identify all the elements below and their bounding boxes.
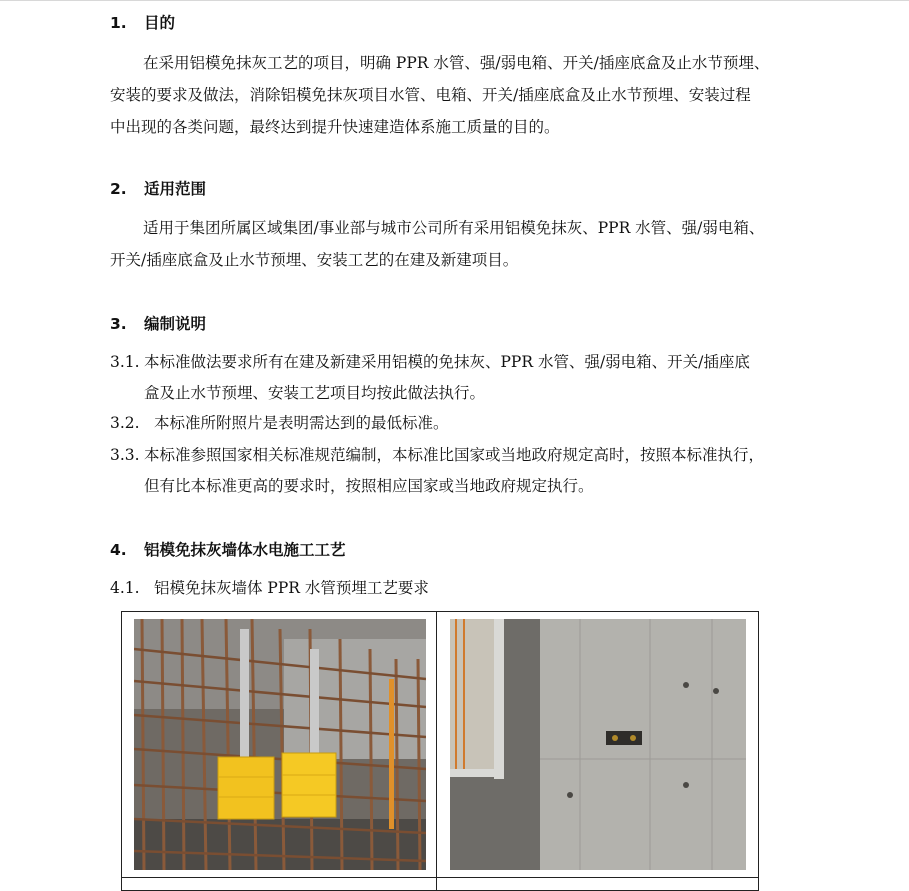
section-1-line-3: 中出现的各类问题，最终达到提升快速建造体系施工质量的目的。 — [110, 118, 560, 136]
item-4-1 — [110, 572, 429, 604]
item-number: 3.2. — [110, 414, 140, 432]
table-divider — [436, 612, 437, 890]
item-number: 4.1. — [110, 579, 140, 597]
item-text: 本标准所附照片是表明需达到的最低标准。 — [154, 414, 449, 432]
concrete-wall-image — [450, 619, 746, 870]
item-text: 铝模免抹灰墙体 PPR 水管预埋工艺要求 — [154, 579, 429, 597]
section-title: 铝模免抹灰墙体水电施工工艺 — [144, 541, 346, 559]
item-3-3 — [110, 439, 764, 471]
photo-table — [121, 611, 759, 891]
table-row-line — [122, 877, 758, 878]
section-title: 适用范围 — [144, 180, 207, 198]
section-1-line-1: 在采用铝模免抹灰工艺的项目，明确 PPR 水管、强/弱电箱、开关/插座底盒及止水节预埋、 — [143, 54, 770, 72]
section-2-line-1: 适用于集团所属区域集团/事业部与城市公司所有采用铝模免抹灰、PPR 水管、强/弱电箱、 — [143, 219, 765, 237]
item-number: 3.1. — [110, 353, 140, 371]
section-title: 编制说明 — [144, 315, 207, 333]
item-3-2 — [110, 407, 449, 439]
photo-concrete-wall — [450, 619, 746, 870]
section-2-line-2: 开关/插座底盒及止水节预埋、安装工艺的在建及新建项目。 — [110, 251, 519, 269]
section-number: 1. — [110, 14, 127, 32]
section-title: 目的 — [144, 14, 176, 32]
rebar-cage-image — [134, 619, 426, 870]
item-text: 本标准参照国家相关标准规范编制，本标准比国家或当地政府规定高时，按照本标准执行， — [144, 446, 765, 464]
section-1-line-2: 安装的要求及做法，消除铝模免抹灰项目水管、电箱、开关/插座底盒及止水节预埋、安装过程 — [110, 86, 751, 104]
section-4-heading — [110, 538, 346, 560]
item-3-3-line-2: 但有比本标准更高的要求时，按照相应国家或当地政府规定执行。 — [144, 477, 594, 495]
item-3-1 — [110, 346, 750, 378]
item-3-1-line-2: 盒及止水节预埋、安装工艺项目均按此做法执行。 — [144, 384, 486, 402]
section-number: 3. — [110, 315, 127, 333]
section-1-heading — [110, 11, 175, 33]
section-number: 4. — [110, 541, 127, 559]
section-2-heading — [110, 177, 206, 199]
photo-rebar-cage — [134, 619, 426, 870]
section-number: 2. — [110, 180, 127, 198]
page-top-rule — [0, 0, 909, 1]
item-text: 本标准做法要求所有在建及新建采用铝模的免抹灰、PPR 水管、强/弱电箱、开关/插座底 — [144, 353, 750, 371]
item-number: 3.3. — [110, 446, 140, 464]
section-3-heading — [110, 312, 206, 334]
